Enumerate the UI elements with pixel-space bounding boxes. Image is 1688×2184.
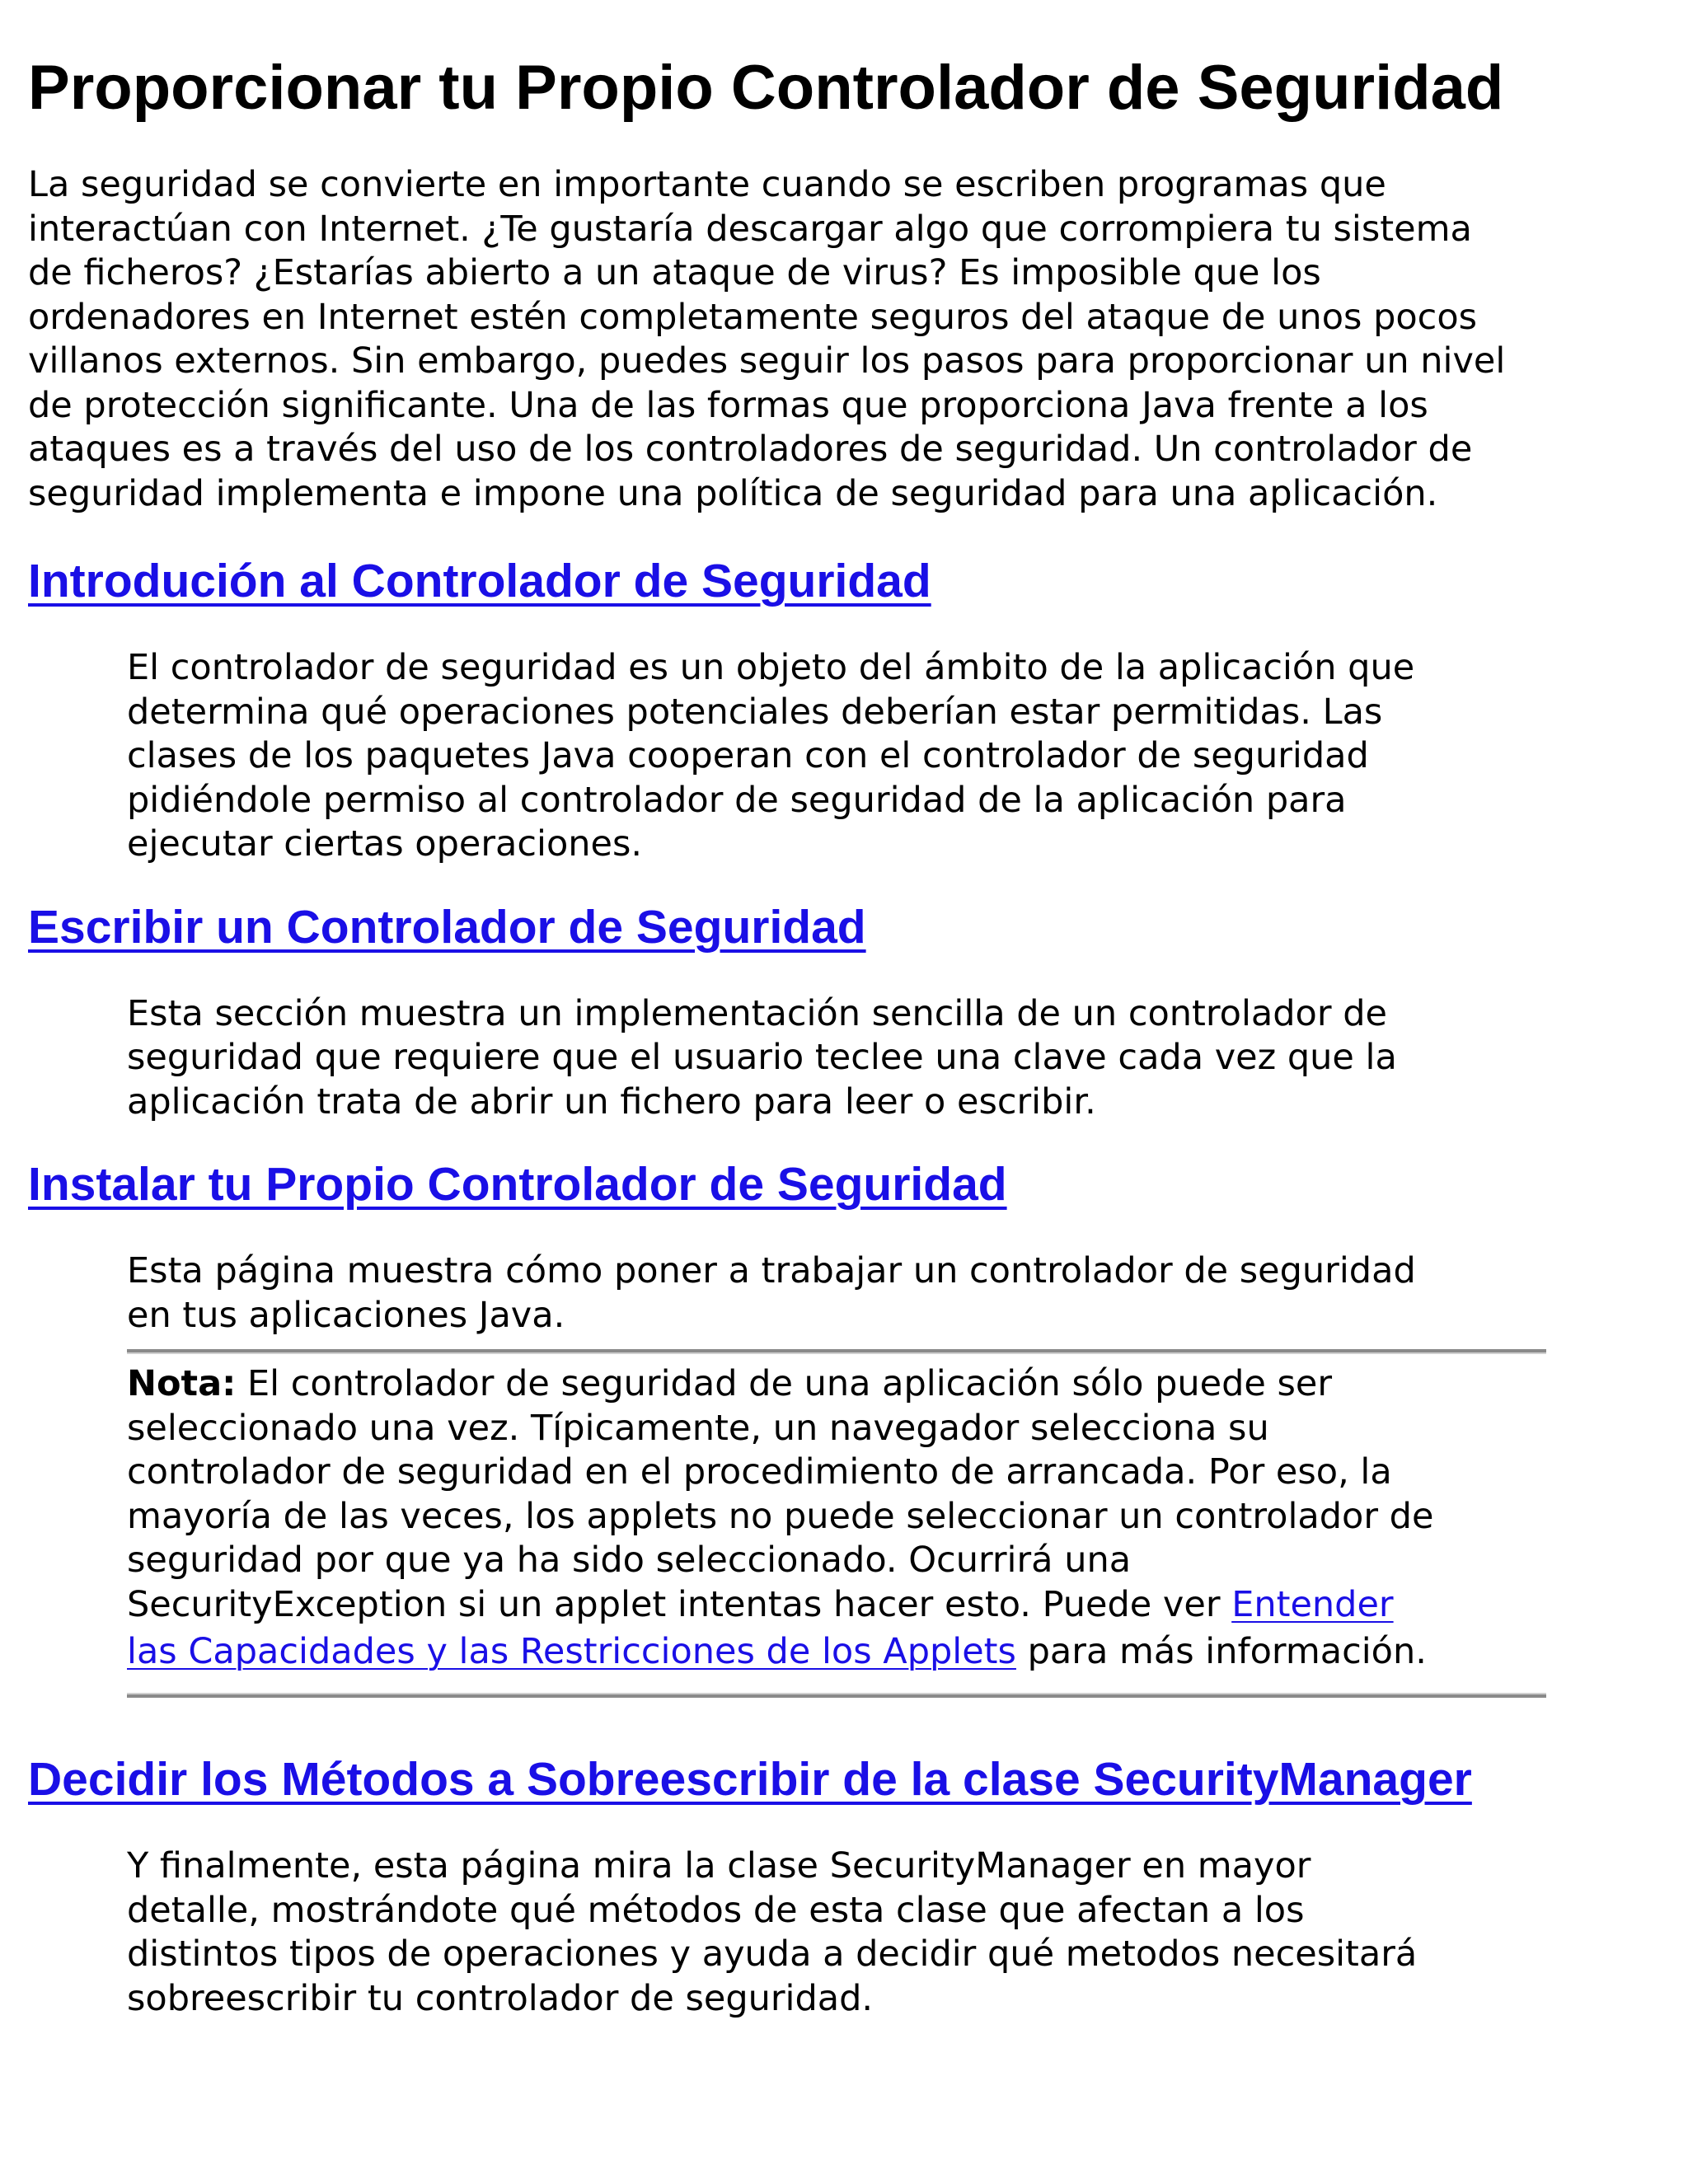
section-introduction bbox=[28, 554, 1660, 867]
applet-capabilities-link-continued[interactable]: las Capacidades y las Restricciones de los Applets bbox=[127, 1631, 1016, 1672]
intro-paragraph bbox=[28, 163, 1660, 516]
section-heading bbox=[28, 554, 1660, 608]
intro-line: interactúan con Internet. ¿Te gustaría descargar algo que corrompiera tu sistema bbox=[28, 208, 1472, 250]
applet-capabilities-link[interactable]: Entender bbox=[1231, 1583, 1394, 1625]
section-link-introduction[interactable]: Introdución al Controlador de Seguridad bbox=[28, 555, 931, 607]
section-description bbox=[127, 1249, 1594, 1338]
note-line: controlador de seguridad en el procedimiento de arrancada. Por eso, la bbox=[127, 1451, 1392, 1493]
section-line: sobreescribir tu controlador de seguridad. bbox=[127, 1977, 874, 2019]
section-line: Y finalmente, esta página mira la clase SecurityManager en mayor bbox=[127, 1845, 1311, 1886]
section-line: clases de los paquetes Java cooperan con el controlador de seguridad bbox=[127, 735, 1369, 776]
section-line: determina qué operaciones potenciales deberían estar permitidas. Las bbox=[127, 691, 1383, 733]
intro-line: de ficheros? ¿Estarías abierto a un ataque de virus? Es imposible que los bbox=[28, 252, 1321, 293]
section-line: El controlador de seguridad es un objeto del ámbito de la aplicación que bbox=[127, 647, 1415, 688]
section-line: seguridad que requiere que el usuario teclee una clave cada vez que la bbox=[127, 1037, 1397, 1078]
intro-line: La seguridad se convierte en importante cuando se escriben programas que bbox=[28, 164, 1386, 205]
section-heading bbox=[28, 1157, 1660, 1212]
document-page bbox=[28, 0, 1660, 2021]
section-line: Esta sección muestra un implementación sencilla de un controlador de bbox=[127, 992, 1387, 1034]
section-line: ejecutar ciertas operaciones. bbox=[127, 823, 643, 865]
intro-line: villanos externos. Sin embargo, puedes seguir los pasos para proporcionar un nivel bbox=[28, 340, 1506, 382]
note-line: El controlador de seguridad de una aplicación sólo puede ser bbox=[236, 1363, 1333, 1404]
section-write-controller bbox=[28, 900, 1660, 1125]
section-install-controller bbox=[28, 1157, 1660, 1698]
section-link-install-controller[interactable]: Instalar tu Propio Controlador de Seguridad bbox=[28, 1158, 1007, 1211]
intro-line: ataques es a través del uso de los controladores de seguridad. Un controlador de bbox=[28, 429, 1473, 470]
section-line: aplicación trata de abrir un fichero para leer o escribir. bbox=[127, 1080, 1096, 1122]
section-description bbox=[127, 646, 1594, 867]
section-link-write-controller[interactable]: Escribir un Controlador de Seguridad bbox=[28, 900, 866, 954]
section-description bbox=[127, 1844, 1594, 2021]
section-decide-methods bbox=[28, 1752, 1660, 2021]
note-box bbox=[127, 1349, 1546, 1698]
section-line: Esta página muestra cómo poner a trabajar un controlador de seguridad bbox=[127, 1250, 1416, 1291]
note-line: mayoría de las veces, los applets no puede seleccionar un controlador de bbox=[127, 1495, 1434, 1537]
section-link-decide-methods[interactable]: Decidir los Métodos a Sobreescribir de la clase SecurityManager bbox=[28, 1753, 1472, 1806]
section-heading bbox=[28, 900, 1660, 954]
intro-line: de protección significante. Una de las formas que proporciona Java frente a los bbox=[28, 384, 1428, 426]
section-line: detalle, mostrándote qué métodos de esta clase que afectan a los bbox=[127, 1889, 1305, 1931]
note-label: Nota: bbox=[127, 1363, 237, 1404]
section-description bbox=[127, 992, 1594, 1125]
note-line: SecurityException si un applet intentas hacer esto. Puede ver bbox=[127, 1583, 1232, 1625]
note-link-line bbox=[127, 1627, 1546, 1676]
intro-line: seguridad implementa e impone una política de seguridad para una aplicación. bbox=[28, 472, 1438, 514]
section-line: pidiéndole permiso al controlador de seguridad de la aplicación para bbox=[127, 779, 1347, 821]
page-title: Proporcionar tu Propio Controlador de Seguridad bbox=[28, 53, 1504, 123]
section-heading bbox=[28, 1752, 1660, 1807]
note-line: seleccionado una vez. Típicamente, un navegador selecciona su bbox=[127, 1407, 1269, 1449]
intro-line: ordenadores en Internet estén completamente seguros del ataque de unos pocos bbox=[28, 296, 1478, 338]
section-line: en tus aplicaciones Java. bbox=[127, 1294, 565, 1336]
section-line: distintos tipos de operaciones y ayuda a decidir qué metodos necesitará bbox=[127, 1933, 1418, 1975]
note-line: seguridad por que ya ha sido seleccionado. Ocurrirá una bbox=[127, 1540, 1132, 1581]
note-line: para más información. bbox=[1015, 1631, 1427, 1672]
